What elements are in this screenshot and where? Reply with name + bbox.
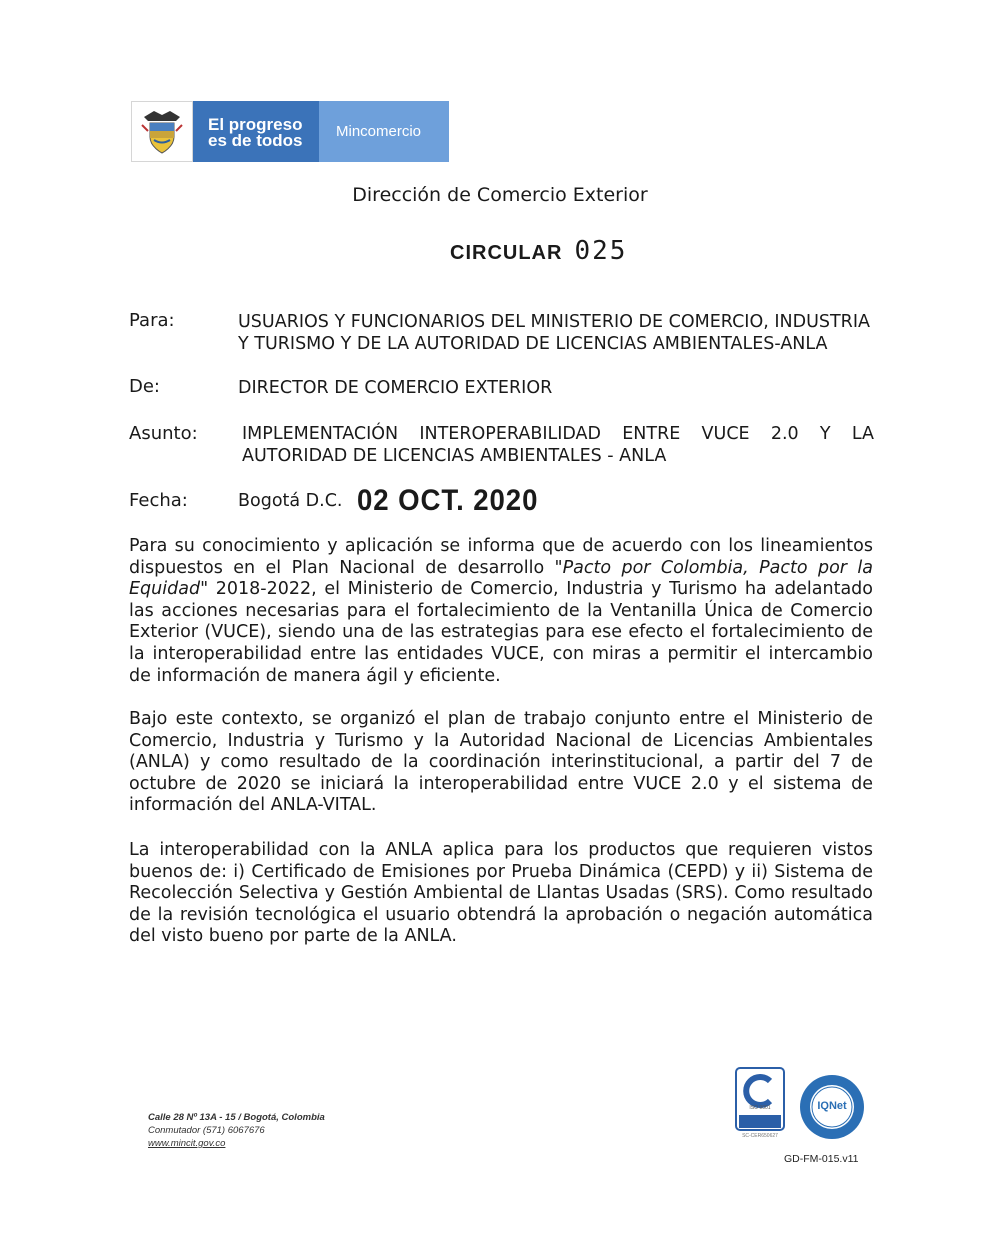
footer-address: Calle 28 Nº 13A - 15 / Bogotá, Colombia xyxy=(148,1112,325,1123)
iso-label: ISO 9001 xyxy=(749,1105,771,1111)
asunto-value xyxy=(242,423,874,467)
fecha-value xyxy=(238,484,554,517)
p1-plan-name: Pacto por Colombia, Pacto por la Equidad xyxy=(129,557,873,600)
coat-of-arms-icon xyxy=(131,101,193,162)
fecha-label: Fecha: xyxy=(129,490,188,511)
circular-label: CIRCULAR xyxy=(450,242,563,264)
footer-address-block xyxy=(148,1111,325,1150)
header-logo xyxy=(131,101,449,162)
p1-text-a: Para su conocimiento y aplicación se informa que de acuerdo con los lineamientos dispuestos en el Plan Nacional de desarrollo " xyxy=(129,536,873,578)
iqnet-certification-logo xyxy=(799,1074,865,1140)
footer-website-link[interactable]: www.mincit.gov.co xyxy=(148,1138,226,1149)
iqnet-label: IQNet xyxy=(817,1100,847,1112)
ministry-name: Mincomercio xyxy=(336,123,422,140)
body-paragraph-3: La interoperabilidad con la ANLA aplica para los productos que requieren vistos buenos de: i) Certificado de Emisiones por Prueba Dinámica (CEPD) y ii) Sistema de Recolección Selectiva y Gestión Ambiental de Llantas Usadas (SRS). Como resultado de la revisión tecnológica el usuario obtendrá la aprobación o negación automática del visto bueno por parte de la ANLA. xyxy=(129,840,873,947)
circular-number: 025 xyxy=(574,236,628,266)
slogan-line-2: es de todos xyxy=(208,131,303,150)
para-line-1: USUARIOS Y FUNCIONARIOS DEL MINISTERIO DE COMERCIO, INDUSTRIA xyxy=(238,312,870,332)
form-code: GD-FM-015.v11 xyxy=(784,1153,859,1165)
direction-title: Dirección de Comercio Exterior xyxy=(352,184,648,206)
iso-cert-code: SC-CER650627 xyxy=(742,1133,778,1139)
para-label: Para: xyxy=(129,310,175,331)
para-line-2: Y TURISMO Y DE LA AUTORIDAD DE LICENCIAS AMBIENTALES-ANLA xyxy=(238,334,828,354)
footer-phone: Conmutador (571) 6067676 xyxy=(148,1125,265,1136)
asunto-label: Asunto: xyxy=(129,423,198,444)
iso-certification-logo xyxy=(735,1067,785,1145)
slogan-block xyxy=(193,101,319,162)
de-value: DIRECTOR DE COMERCIO EXTERIOR xyxy=(238,378,553,398)
de-label: De: xyxy=(129,376,160,397)
body-paragraph-2: Bajo este contexto, se organizó el plan de trabajo conjunto entre el Ministerio de Comercio, Industria y Turismo y la Autoridad Nacional de Licencias Ambientales (ANLA) y como resultado de la coordinación interinstitucional, a partir del 7 de octubre de 2020 se iniciará la interoperabilidad entre VUCE 2.0 y el sistema de información del ANLA-VITAL. xyxy=(129,709,873,816)
para-value xyxy=(238,311,878,355)
ministry-block xyxy=(319,101,449,162)
date-stamp: 02 OCT. 2020 xyxy=(356,484,538,517)
fecha-city: Bogotá D.C. xyxy=(238,491,343,511)
icontec-icon xyxy=(735,1067,785,1131)
p1-text-b: " 2018-2022, el Ministerio de Comercio, Industria y Turismo ha adelantado las acciones necesarias para el fortalecimiento de la Ventanilla Única de Comercio Exterior (VUCE), siendo una de las estrategias para ese efecto el fortalecimiento de la interoperabilidad entre las entidades VUCE, con miras a permitir el intercambio de información de manera ágil y eficiente. xyxy=(129,579,873,686)
asunto-line-2: AUTORIDAD DE LICENCIAS AMBIENTALES - ANLA xyxy=(242,446,667,466)
circular-heading xyxy=(450,236,627,266)
body-paragraph-1 xyxy=(129,536,873,687)
asunto-line-1: IMPLEMENTACIÓN INTEROPERABILIDAD ENTRE VUCE 2.0 Y LA xyxy=(242,424,874,444)
slogan-line-1: El progreso xyxy=(208,115,303,134)
